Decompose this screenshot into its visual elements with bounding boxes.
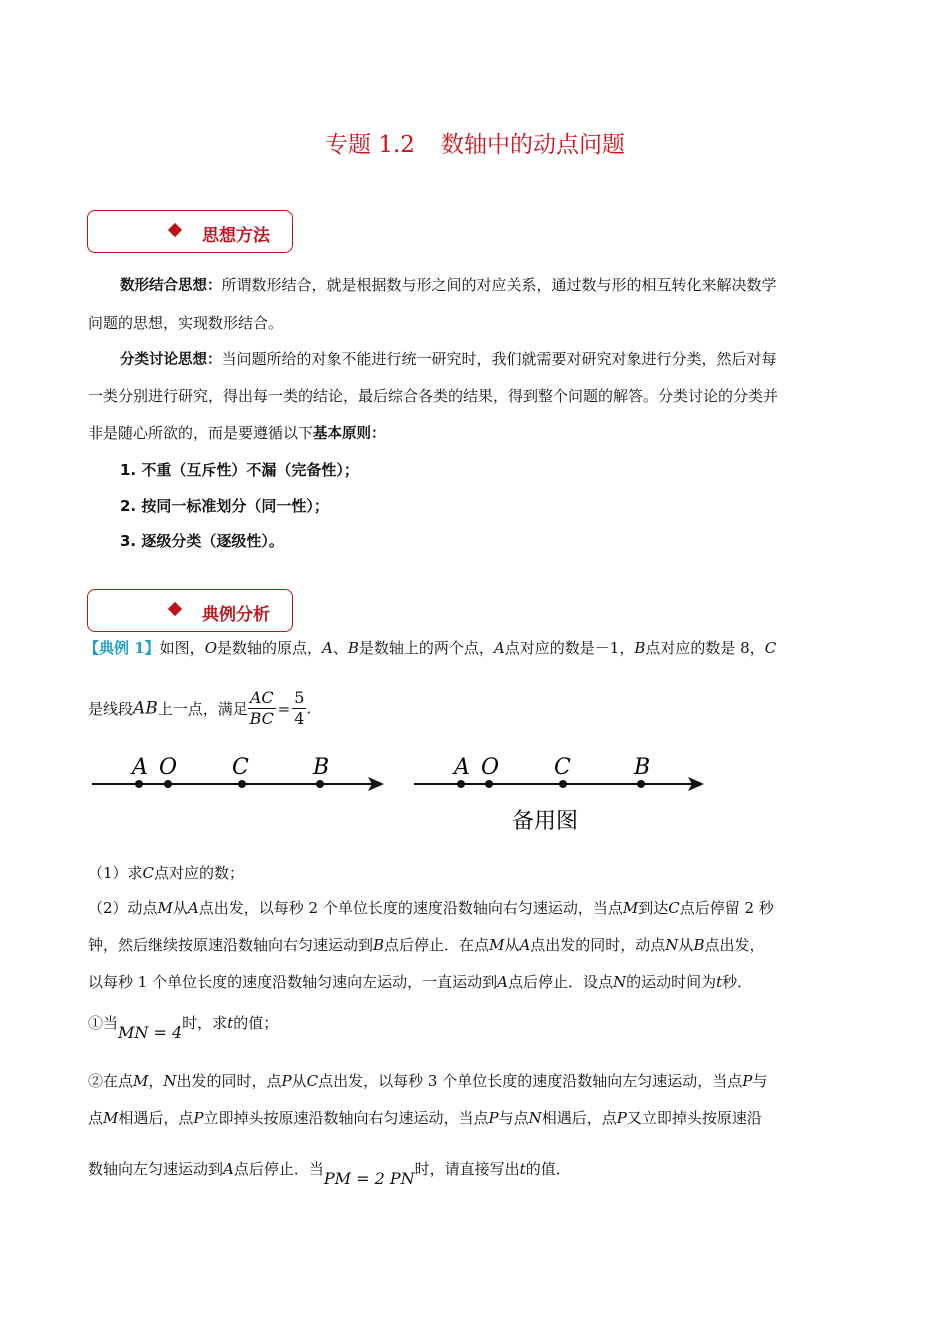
question-1: （1）求C点对应的数； bbox=[88, 864, 245, 882]
label-o: O bbox=[481, 755, 500, 780]
title-main: 数轴中的动点问题 bbox=[440, 132, 625, 158]
principle-item: 1. 不重（互斥性）不漏（完备性）； bbox=[120, 461, 359, 479]
diamond-icon bbox=[168, 602, 182, 616]
section-header-thinking bbox=[87, 210, 293, 253]
number-line-spare bbox=[414, 755, 704, 834]
example-line: 【典例 1】如图，O是数轴的原点，A、B是数轴上的两个点，A点对应的数是－1，B点对应的数是 8，C bbox=[84, 639, 777, 657]
point-a bbox=[135, 780, 143, 788]
number-line-main bbox=[92, 755, 384, 791]
page-title bbox=[0, 126, 950, 159]
paragraph-line: 问题的思想，实现数形结合。 bbox=[88, 314, 284, 332]
sub-question-1: ①当MN = 4时，求t的值； bbox=[88, 1014, 279, 1042]
question-2: （2）动点M从A点出发，以每秒 2 个单位长度的速度沿数轴向右匀速运动，当点M到达C点后停留 2 秒 bbox=[88, 899, 774, 917]
point-b bbox=[637, 780, 645, 788]
point-o bbox=[485, 780, 493, 788]
label-c: C bbox=[232, 755, 249, 780]
section-label: 典例分析 bbox=[202, 605, 270, 625]
spare-caption: 备用图 bbox=[512, 809, 579, 834]
label-o: O bbox=[159, 755, 178, 780]
paragraph-line: 数形结合思想：所谓数形结合，就是根据数与形之间的对应关系，通过数与形的相互转化来解决数学 bbox=[120, 276, 777, 294]
label-b: B bbox=[313, 755, 330, 780]
example-line: 是线段AB上一点，满足 $\frac{AC}{BC}$ = $\frac{5}{4}$ . bbox=[88, 688, 312, 728]
question-2: 以每秒 1 个单位长度的速度沿数轴匀速向左运动，一直运动到A点后停止．设点N的运动时间为t秒． bbox=[88, 973, 753, 991]
section-header-examples bbox=[87, 589, 293, 632]
label-a: A bbox=[132, 755, 148, 780]
sub-question-2: 数轴向左匀速运动到A点后停止．当PM = 2 PN时，请直接写出t的值． bbox=[88, 1160, 571, 1188]
point-o bbox=[164, 780, 172, 788]
point-a bbox=[457, 780, 465, 788]
fraction-value: $\frac{5}{4}$ bbox=[294, 688, 305, 728]
label-a: A bbox=[454, 755, 470, 780]
principle-item: 3. 逐级分类（逐级性）。 bbox=[120, 532, 284, 550]
label-b: B bbox=[634, 755, 651, 780]
section-label: 思想方法 bbox=[202, 226, 270, 246]
point-c bbox=[559, 780, 567, 788]
label-c: C bbox=[554, 755, 571, 780]
fraction-ac-bc: $\frac{AC}{BC}$ bbox=[249, 688, 274, 728]
paragraph-line: 一类分别进行研究，得出每一类的结论，最后综合各类的结果，得到整个问题的解答。分类讨论的分类并 bbox=[88, 387, 779, 405]
point-b bbox=[316, 780, 324, 788]
principle-item: 2. 按同一标准划分（同一性）； bbox=[120, 497, 329, 515]
number-line-figure bbox=[88, 750, 728, 840]
sub-question-2: 点M相遇后，点P立即掉头按原速沿数轴向右匀速运动，当点P与点N相遇后，点P又立即掉头按原速沿 bbox=[88, 1109, 762, 1127]
paragraph-line: 非是随心所欲的，而是要遵循以下基本原则： bbox=[88, 424, 386, 442]
point-c bbox=[238, 780, 246, 788]
sub-question-2: ②在点M，N出发的同时，点P从C点出发，以每秒 3 个单位长度的速度沿数轴向左匀速运动，当点P与 bbox=[88, 1072, 768, 1090]
question-2: 钟，然后继续按原速沿数轴向右匀速运动到B点后停止．在点M从A点出发的同时，动点N从B点出发， bbox=[88, 936, 765, 954]
title-prefix: 专题 1.2 bbox=[325, 132, 415, 158]
diamond-icon bbox=[168, 223, 182, 237]
paragraph-line: 分类讨论思想：当问题所给的对象不能进行统一研究时，我们就需要对研究对象进行分类，然后对每 bbox=[120, 350, 777, 368]
example-tag: 【典例 1】 bbox=[84, 639, 160, 657]
